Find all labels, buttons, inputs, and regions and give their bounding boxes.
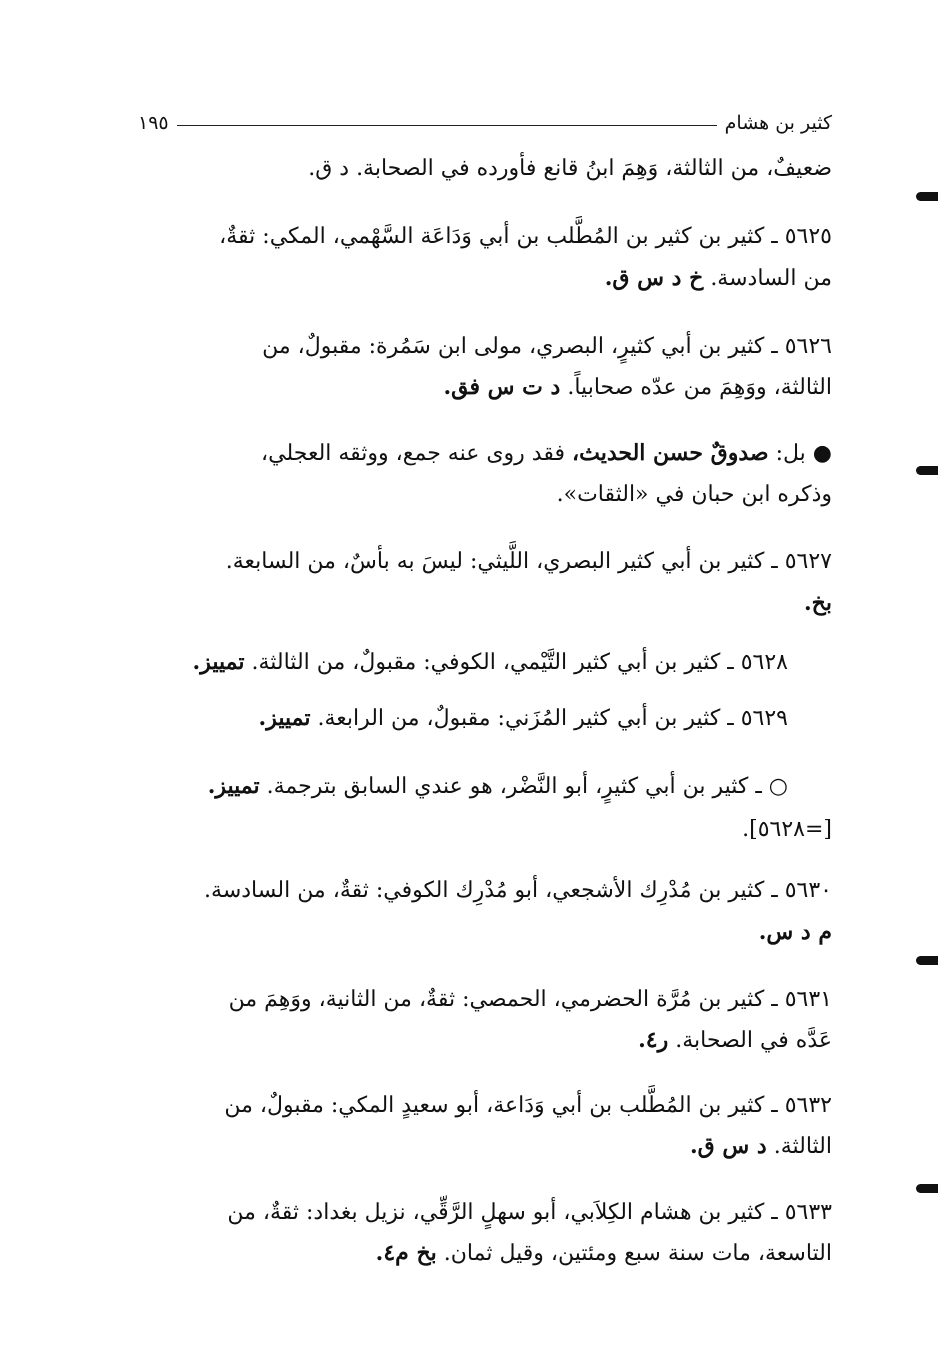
entry-5625-line-1	[138, 216, 832, 257]
rumuz-codes: ر٤.	[638, 1027, 669, 1053]
line-text: ٥٦٣٣ ـ كثير بن هشام الكِلاَبي، أبو سهلٍ الرَّقِّي، نزيل بغداد: ثقةٌ، من	[227, 1200, 832, 1225]
commentary-line-2	[138, 474, 832, 515]
bullet-label: ● بل:	[775, 441, 832, 466]
entry-5627-line-2	[138, 583, 832, 624]
line-text: عَدَّه في الصحابة.	[675, 1028, 832, 1053]
line-text: ٥٦٣١ ـ كثير بن مُرَّة الحضرمي، الحمصي: ثقةٌ، من الثانية، ووَهِمَ من	[228, 987, 832, 1012]
entry-5630-line-2	[138, 912, 832, 953]
commentary-line-1	[138, 433, 832, 474]
scan-edge-mark	[916, 466, 938, 475]
entry-5632-line-2	[138, 1126, 832, 1167]
scan-edge-mark	[916, 192, 938, 201]
grading-text: صدوقٌ حسن الحديث،	[572, 440, 769, 466]
line-text: ٥٦٢٩ ـ كثير بن أبي كثير المُزَني: مقبولٌ، من الرابعة.	[317, 706, 788, 731]
entry-5632-line-1	[138, 1085, 832, 1126]
line-text: ٥٦٢٦ ـ كثير بن أبي كثيرٍ، البصري، مولى ابن سَمُرة: مقبولٌ، من	[262, 334, 832, 359]
scan-edge-mark	[916, 956, 938, 965]
entry-5627-line-1	[138, 541, 832, 582]
line-text: من السادسة.	[710, 266, 832, 291]
line-text: ٥٦٣٠ ـ كثير بن مُدْرِك الأشجعي، أبو مُدْرِك الكوفي: ثقةٌ، من السادسة.	[204, 878, 832, 903]
line-text: فقد روى عنه جمع، ووثقه العجلي،	[261, 441, 565, 466]
line-text: ٥٦٢٥ ـ كثير بن كثير بن المُطَّلب بن أبي وَدَاعَة السَّهْمي، المكي: ثقةٌ،	[219, 224, 832, 249]
line-text: ٥٦٢٧ ـ كثير بن أبي كثير البصري، اللَّيثي: ليسَ به بأسٌ، من السابعة.	[225, 549, 832, 574]
entry-5626-line-1	[138, 326, 832, 367]
entry-5626-line-2	[138, 367, 832, 408]
scan-edge-mark	[916, 1184, 938, 1193]
rumuz-codes: د ت س فق.	[443, 374, 561, 400]
line-text: ضعيفٌ، من الثالثة، وَهِمَ ابنُ قانع فأورده في الصحابة. د ق.	[308, 156, 832, 181]
rumuz-codes: بخ م٤.	[375, 1240, 437, 1266]
page-number: ١٩٥	[138, 112, 169, 134]
entry-5633-line-1	[138, 1192, 832, 1233]
line-text: التاسعة، مات سنة سبع ومئتين، وقيل ثمان.	[443, 1241, 832, 1266]
rumuz-codes: تمييز.	[192, 649, 245, 675]
entry-5633-line-2	[138, 1233, 832, 1274]
line-text: الثالثة، ووَهِمَ من عدّه صحابياً.	[567, 375, 832, 400]
rumuz-codes: تمييز.	[207, 773, 260, 799]
rumuz-codes: د س ق.	[690, 1133, 767, 1159]
rumuz-codes: بخ.	[804, 590, 832, 616]
entry-5631-line-2	[138, 1020, 832, 1061]
running-title: كثير بن هشام	[724, 112, 832, 134]
entry-5629-line	[138, 698, 832, 739]
entry-5625-line-2	[138, 258, 832, 299]
unnumbered-entry-line-1	[138, 766, 832, 807]
cross-reference: [=٥٦٢٨].	[742, 817, 832, 842]
entry-5628-line	[138, 642, 832, 683]
line-text: الثالثة.	[773, 1134, 832, 1159]
header-rule	[177, 125, 717, 126]
page-header	[138, 106, 832, 140]
line-text: ○ ـ كثير بن أبي كثيرٍ، أبو النَّضْر، هو عندي السابق بترجمة.	[266, 774, 788, 799]
entry-5631-line-1	[138, 979, 832, 1020]
entry-5630-line-1	[138, 870, 832, 911]
line-text: ٥٦٣٢ ـ كثير بن المُطَّلب بن أبي وَدَاعة، أبو سعيدٍ المكي: مقبولٌ، من	[224, 1093, 832, 1118]
line-text: ٥٦٢٨ ـ كثير بن أبي كثير التَّيْمي، الكوفي: مقبولٌ، من الثالثة.	[251, 650, 788, 675]
text-line	[138, 148, 832, 189]
rumuz-codes: تمييز.	[258, 705, 311, 731]
rumuz-codes: م د س.	[758, 919, 832, 945]
rumuz-codes: خ د س ق.	[604, 265, 704, 291]
line-text: وذكره ابن حبان في «الثقات».	[556, 482, 832, 507]
unnumbered-entry-line-2	[138, 809, 832, 850]
